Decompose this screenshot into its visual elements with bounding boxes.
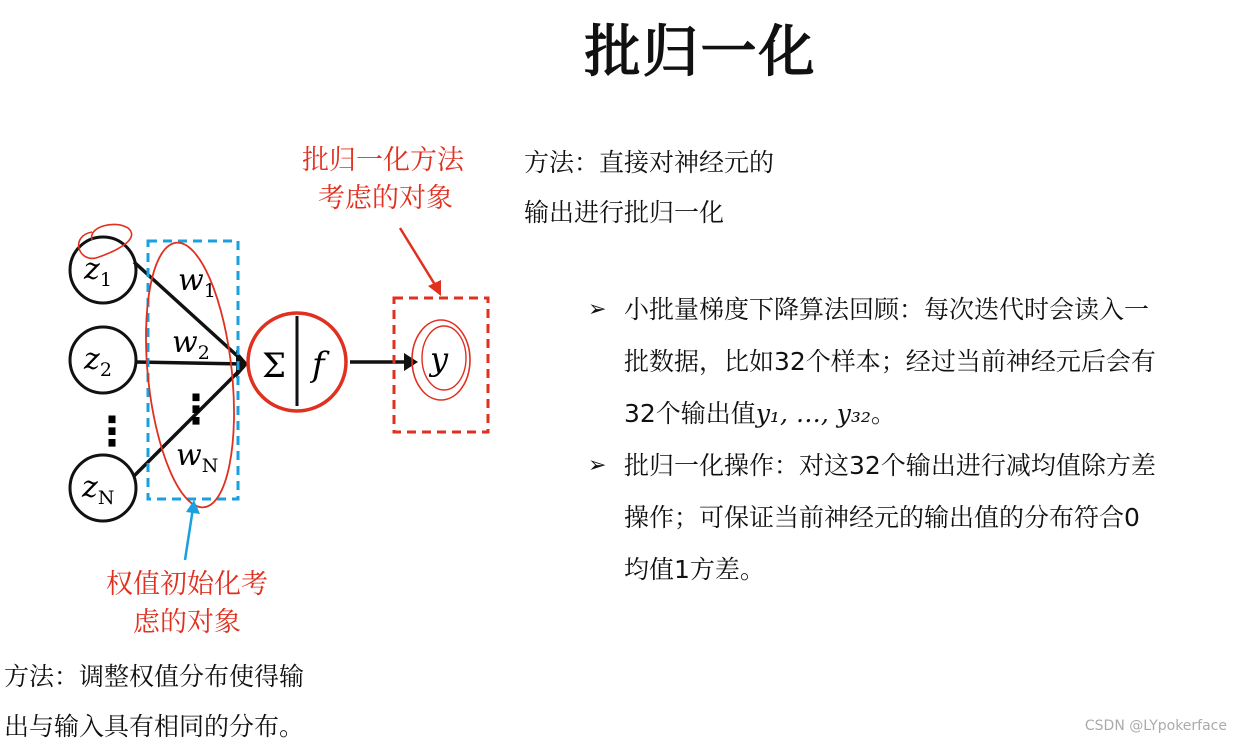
weight-label-1: $w_1$ <box>178 263 216 302</box>
output-label: y <box>430 340 449 378</box>
weight-target-label-line2: 虑的对象 <box>133 607 241 638</box>
weight-target-label <box>92 566 282 642</box>
output-arrowhead <box>404 353 418 371</box>
bullet-arrow-icon: ➢ <box>588 453 607 478</box>
activation-symbol: f <box>312 345 325 385</box>
sum-symbol: Σ <box>262 346 287 386</box>
method-init-line1: 方法：调整权值分布使得输 <box>4 662 305 691</box>
bottom-label-arrow <box>185 508 193 560</box>
bullet-minibatch-line3: 32个输出值y₁, …, y₃₂。 <box>624 399 896 428</box>
edge-2 <box>136 362 244 364</box>
bullet-minibatch <box>588 284 1234 440</box>
output-target-label-line1: 批归一化方法 <box>302 145 464 176</box>
top-label-arrow <box>400 228 437 288</box>
method-init-text <box>4 652 304 752</box>
weight-ellipsis: ⋮ <box>176 387 216 433</box>
output-target-label-line2: 考虑的对象 <box>318 183 453 214</box>
bullet-batchnorm-line3: 均值1方差。 <box>624 555 765 584</box>
bullet-arrow-icon: ➢ <box>588 297 607 322</box>
input-label-n: $z_N$ <box>82 470 115 509</box>
bullet-batchnorm-line2: 操作；可保证当前神经元的输出值的分布符合0 <box>624 503 1140 532</box>
bullet-minibatch-line1: 小批量梯度下降算法回顾：每次迭代时会读入一 <box>624 295 1150 324</box>
bullet-batchnorm-line1: 批归一化操作：对这32个输出进行减均值除方差 <box>624 451 1156 480</box>
input-ellipsis: ⋮ <box>92 409 132 455</box>
weight-label-2: $w_2$ <box>172 325 210 364</box>
method-bn-text <box>524 138 774 238</box>
page-title: 批归一化 <box>584 20 817 85</box>
input-label-2: $z_2$ <box>84 342 112 381</box>
output-target-label <box>302 142 464 218</box>
method-bn-line1: 方法：直接对神经元的 <box>524 148 775 177</box>
watermark: CSDN @LYpokerface <box>1084 718 1227 734</box>
bullet-batchnorm <box>588 440 1234 596</box>
weight-target-label-line1: 权值初始化考 <box>106 569 268 600</box>
bullet-minibatch-line2: 批数据，比如32个样本；经过当前神经元后会有 <box>624 347 1156 376</box>
weight-label-n: $w_N$ <box>176 438 219 477</box>
method-bn-line2: 输出进行批归一化 <box>524 198 725 227</box>
input-label-1: $z_1$ <box>84 252 112 291</box>
method-init-line2: 出与输入具有相同的分布。 <box>4 712 305 741</box>
